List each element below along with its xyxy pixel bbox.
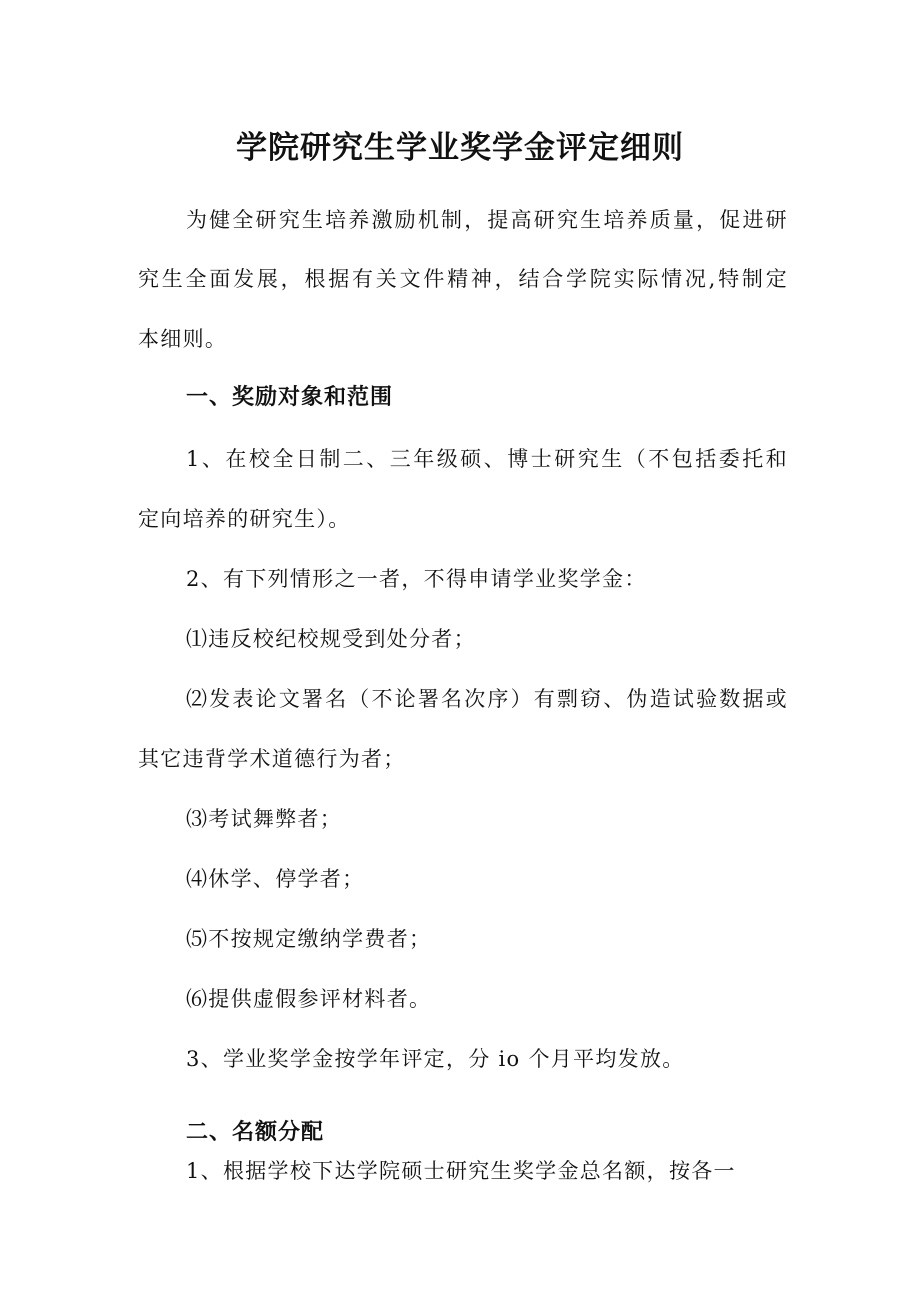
section-1-sub-6: ⑹提供虚假参评材料者。	[186, 987, 432, 1011]
section-1-item-1-line-2: 定向培养的研究生）。	[138, 507, 351, 531]
section-1-sub-2-line-2: 其它违背学术道德行为者；	[138, 747, 406, 771]
section-1-item-1-line-1: 1、在校全日制二、三年级硕、博士研究生（不包括委托和	[186, 447, 788, 471]
section-2-item-1-line-1: 1、根据学校下达学院硕士研究生奖学金总名额，按各一	[186, 1159, 736, 1183]
intro-line-2: 究生全面发展，根据有关文件精神，结合学院实际情况,特制定	[138, 267, 788, 291]
section-1-item-2: 2、有下列情形之一者，不得申请学业奖学金：	[186, 567, 647, 591]
section-1-sub-4: ⑷休学、停学者；	[186, 867, 365, 891]
section-1-item-3: 3、学业奖学金按学年评定，分 io 个月平均发放。	[186, 1047, 685, 1071]
section-1-heading: 一、奖励对象和范围	[186, 385, 394, 410]
intro-line-3: 本细则。	[138, 327, 228, 351]
section-1-sub-3: ⑶考试舞弊者；	[186, 807, 343, 831]
section-1-sub-5: ⑸不按规定缴纳学费者；	[186, 927, 432, 951]
intro-line-1: 为健全研究生培养激励机制，提高研究生培养质量，促进研	[186, 208, 788, 232]
section-1-sub-1: ⑴违反校纪校规受到处分者；	[186, 627, 476, 651]
document-title: 学院研究生学业奖学金评定细则	[236, 130, 684, 166]
section-2-heading: 二、名额分配	[186, 1120, 325, 1145]
section-1-sub-2-line-1: ⑵发表论文署名（不论署名次序）有剽窃、伪造试验数据或	[186, 687, 788, 711]
